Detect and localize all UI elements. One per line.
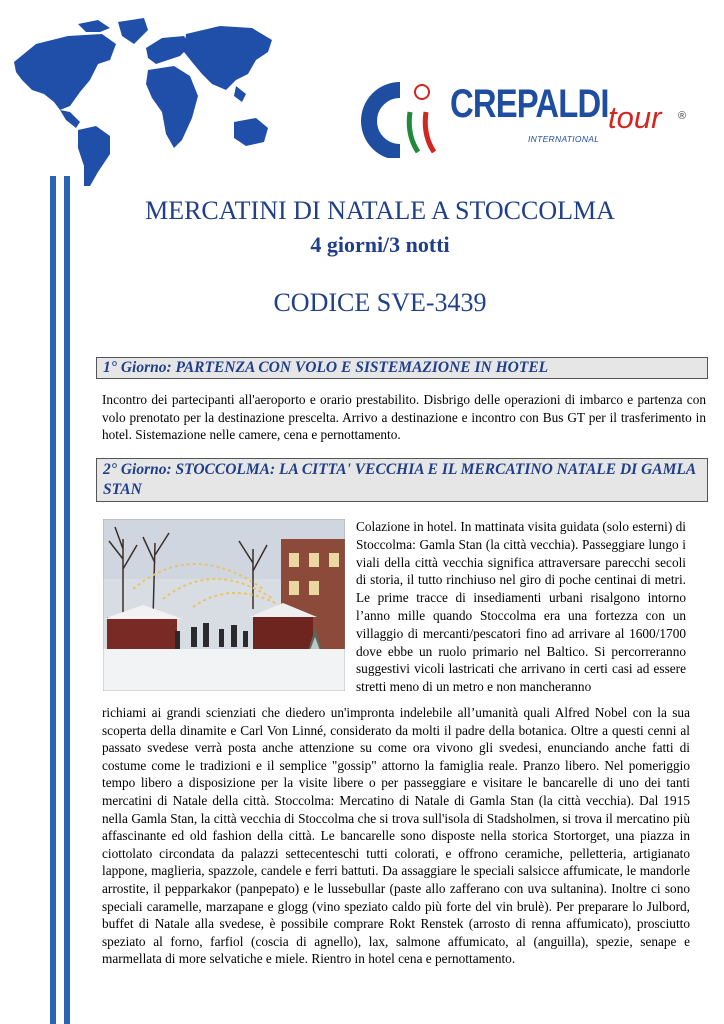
- crepaldi-logo: [360, 82, 700, 162]
- world-map-icon: [6, 14, 276, 194]
- brand-suffix: tour: [608, 100, 662, 135]
- day-2-heading: 2° Giorno: STOCCOLMA: LA CITTA' VECCHIA E IL MERCATINO NATALE DI GAMLA STAN: [96, 458, 708, 502]
- day-1-heading: 1° Giorno: PARTENZA CON VOLO E SISTEMAZIONE IN HOTEL: [96, 357, 708, 379]
- brand-subtitle: INTERNATIONAL: [528, 134, 600, 144]
- registered-mark: ®: [678, 110, 687, 122]
- christmas-market-photo: [103, 519, 345, 691]
- day-2-text-beside-photo: Colazione in hotel. In mattinata visita guidata (solo esterni) di Stoccolma: Gamla Stan (la città vecchia). Passeggiare lungo i viali della città vecchia significa attraversare parecchi secoli di storia, il tutto rinchiuso nel giro di poche centinai di metri. Le prime tracce di insediamenti urbani risalgono intorno l’anno mille quando Stoccolma era una fortezza con un villaggio di mercanti/pescatori fino ad arrivare al 1600/1700 dove ebbe un ruolo primario nel Baltico. Si percorreranno suggestivi vicoli lastricati che arrivano in certi casi ad essere stretti meno di un metro e non mancheranno: [356, 519, 686, 695]
- page-title: MERCATINI DI NATALE A STOCCOLMA: [145, 196, 615, 225]
- day-2-text-below-photo: richiami ai grandi scienziati che diedero un'impronta indelebile all’umanità quali Alfred Nobel con la sua scoperta della dinamite e Carl Von Linné, considerato da molti il padre della botanica. Oltre a questi cenni al passato svedese verrà posta anche attenzione su come ora vivono gli svedesi, enunciando anche fatti di costume come le tradizioni e il semplice "gossip" attorno la famiglia reale. Pranzo libero. Nel pomeriggio tempo libero a disposizione per la visite libere o per passeggiare e visitare le bancarelle di uno dei tanti mercatini di Natale della città. Stoccolma: Mercatino di Natale di Gamla Stan (la città vecchia). Dal 1915 nella Gamla Stan, la città vecchia di Stoccolma che si trova sull'isola di Stadsholmen, si trova il mercatino più affascinante ed old fashion della città. Le bancarelle sono disposte nella storica Stortorget, una piazza in ciottolato circondata da palazzi settecenteschi tutti colorati, e offrono ceramiche, pelletteria, artigianato lappone, maglieria, spazzole, candele e ferri battuti. Da assaggiare le speciali salsicce affumicate, le mandorle arrostite, il pepparkakor (panpepato) e le lussebullar (paste allo zafferano con uva sultanina). Inoltre ci sono speciali caramelle, marzapane e glogg (vino speziato caldo più forte del vin brulè). Per preparare lo Julbord, buffet di Natale alla svedese, è possibile comprare Rokt Renstek (arrosto di renna affumicato), prosciutto speziato al forno, farfiol (coscia di agnello), lax, salmone affumicato, al (anguilla), spezie, senape e marmellata di more selvatiche e miele. Rientro in hotel cena e pernottamento.: [102, 705, 690, 967]
- day-1-text: Incontro dei partecipanti all'aeroporto e orario prestabilito. Disbrigo delle operazioni di imbarco e partenza con volo prenotato per la destinazione prescelta. Arrivo a destinazione e incontro con Bus GT per il trasferimento in hotel. Sistemazione nelle camere, cena e pernottamento.: [102, 392, 706, 442]
- brand-name: CREPALDI: [450, 82, 609, 126]
- logo-mark-icon: [360, 82, 444, 158]
- trip-code: CODICE SVE-3439: [273, 288, 487, 317]
- left-stripe-outer: [50, 176, 56, 1024]
- duration: 4 giorni/3 notti: [310, 232, 450, 257]
- left-stripe-inner: [64, 176, 70, 1024]
